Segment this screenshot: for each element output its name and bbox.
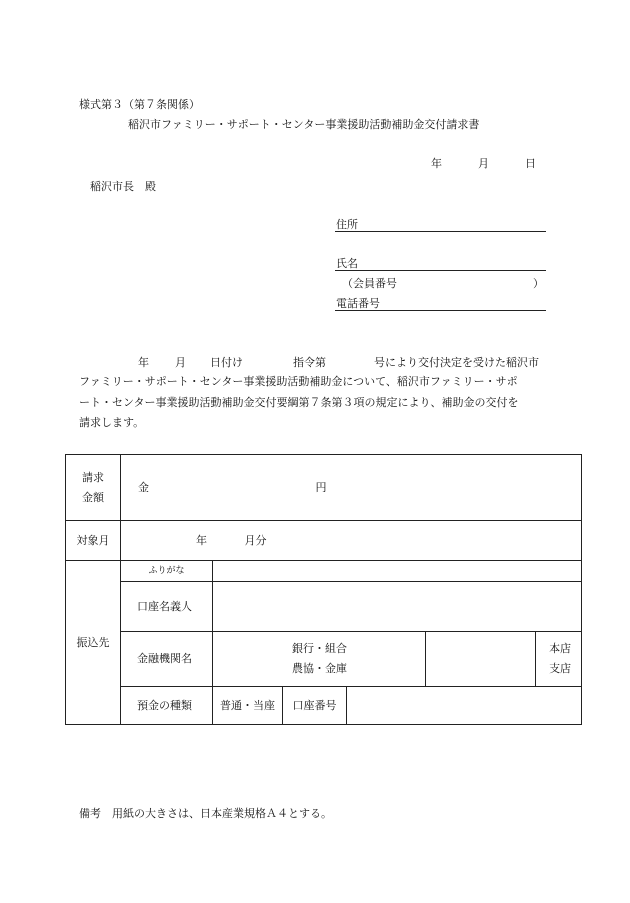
account-holder-label: 口座名義人 [121,582,213,632]
deposit-label: 預金の種類 [121,687,213,725]
body-paragraph [79,372,549,434]
account-number-label: 口座番号 [283,687,347,725]
target-month-row [66,521,582,561]
body-month: 月 [175,356,186,369]
target-month-label: 対象月 [66,521,121,561]
bank-type-line1: 銀行・組合 [292,642,347,655]
account-number-input-cell[interactable] [347,687,582,725]
account-holder-row [66,582,582,632]
body-directive: 指令第 [293,356,326,369]
furigana-input-cell[interactable] [213,561,582,582]
name-underline[interactable] [335,270,546,271]
branch-cell[interactable] [536,632,582,687]
body-line-2: ファミリー・サポート・センター事業援助活動補助金について、稲沢市ファミリー・サポ [79,375,518,388]
amount-label-line1: 請求 [82,470,104,484]
addressee: 稲沢市長 殿 [90,180,156,193]
branch-sub: 支店 [549,662,572,675]
request-table [65,454,582,725]
deposit-type[interactable]: 普通・当座 [213,687,283,725]
phone-label: 電話番号 [336,297,380,310]
body-line-3: ート・センター事業援助活動補助金交付要綱第７条第３項の規定により、補助金の交付を [79,395,519,409]
amount-input-cell[interactable] [121,455,582,521]
name-label: 氏名 [336,257,358,270]
member-number-close: ） [533,277,544,290]
date-day: 日 [525,157,536,170]
branch-main: 本店 [549,642,572,655]
target-month-input-cell[interactable] [121,521,582,561]
member-number-label: （会員番号 [342,277,397,290]
amount-label-line2: 金額 [82,490,104,504]
bank-label: 金融機関名 [121,632,213,687]
document-title: 稲沢市ファミリー・サポート・センター事業援助活動補助金交付請求書 [128,118,480,131]
furigana-label: ふりがな [121,561,213,582]
amount-label-cell [66,455,121,521]
amount-prefix: 金 [138,480,149,494]
target-month-year: 年 [196,533,207,547]
amount-row [66,455,582,521]
body-year: 年 [138,356,149,369]
deposit-row [66,687,582,725]
furigana-row [66,561,582,582]
target-month-suffix: 月分 [244,533,267,547]
account-holder-input-cell[interactable] [213,582,582,632]
phone-underline[interactable] [335,310,546,311]
body-line-4: 請求します。 [79,416,145,429]
transfer-label: 振込先 [66,561,121,725]
bank-row [66,632,582,687]
date-year: 年 [431,157,442,170]
bank-type-line2: 農協・金庫 [292,662,347,675]
body-line1-rest: 号により交付決定を受けた稲沢市 [374,356,539,369]
date-month: 月 [478,157,489,170]
bank-type-cell [292,632,536,687]
form-number: 様式第３（第７条関係） [79,98,200,111]
note: 備考 用紙の大きさは、日本産業規格Ａ４とする。 [79,807,332,820]
body-dated: 日付け [210,356,243,369]
address-underline[interactable] [335,231,546,232]
amount-unit: 円 [315,480,327,494]
address-label: 住所 [336,218,358,231]
